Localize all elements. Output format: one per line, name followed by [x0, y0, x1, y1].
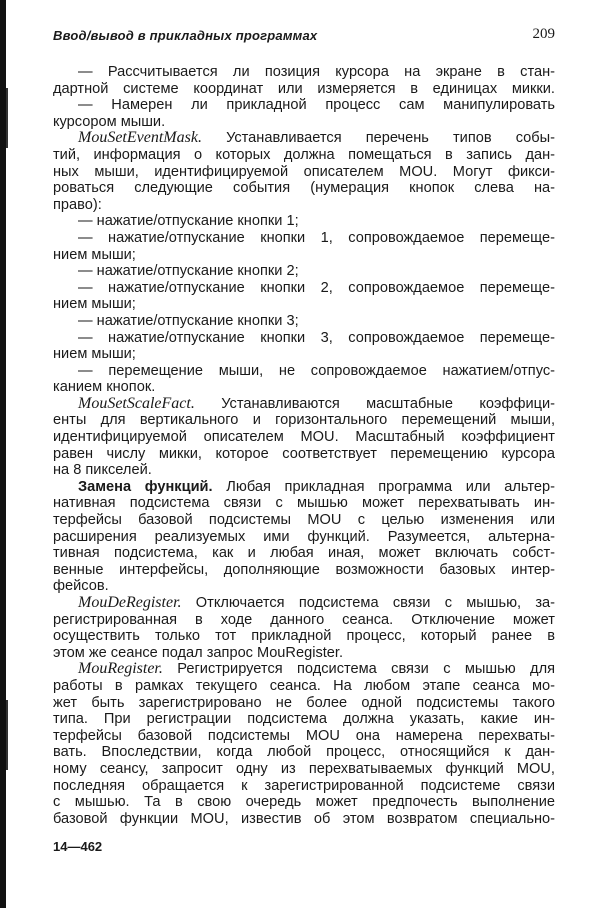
text-line: [53, 64, 555, 81]
text-line: [53, 794, 555, 811]
text-line: [53, 130, 555, 147]
text-segment: ных мыши, идентифицируемой описателем MOU. Могут фикси-: [53, 163, 555, 180]
text-line: [53, 562, 555, 579]
text-segment: — нажатие/отпускание кнопки 1, сопровождаемое перемеще-: [78, 229, 555, 246]
text-line: [53, 595, 555, 612]
text-line: [53, 379, 555, 396]
text-segment: терфейсы базовой подсистемы MOU с целью изменения или: [53, 512, 555, 529]
text-segment: канием кнопок.: [53, 379, 156, 396]
text-line: [53, 97, 555, 114]
text-line: [53, 164, 555, 181]
function-name: MouDeRegister.: [78, 594, 182, 611]
text-segment: дартной системе координат или измеряется в единицах микки.: [53, 80, 555, 97]
text-segment: нативная подсистема связи с мышью может перехватывать ин-: [53, 495, 555, 512]
text-line: [53, 811, 555, 828]
text-segment: енты для вертикального и горизонтального перемещений мыши,: [53, 412, 555, 429]
text-segment: равен числу микки, которое соответствует перемещению курсора: [53, 445, 555, 462]
text-segment: нием мыши;: [53, 346, 136, 363]
text-segment: терфейсы базовой подсистемы MOU она намерена перехваты-: [53, 727, 555, 744]
text-segment: этом же сеансе подал запрос MouRegister.: [53, 644, 344, 661]
text-line: [53, 412, 555, 429]
text-line: [53, 495, 555, 512]
text-line: [53, 661, 555, 678]
text-line: [53, 645, 555, 662]
text-line: [53, 263, 555, 280]
text-segment: — Рассчитывается ли позиция курсора на экране в стан-: [78, 64, 555, 80]
text-line: [53, 778, 555, 795]
text-segment: — нажатие/отпускание кнопки 2, сопровождаемое перемеще-: [78, 279, 555, 296]
text-line: [53, 230, 555, 247]
section-heading: Замена функций.: [78, 478, 213, 495]
text-segment: работы в рамках текущего сеанса. На любом этапе сеанса мо-: [53, 677, 555, 694]
text-segment: идентифицируемой описателем MOU. Масштабный коэффициент: [53, 429, 555, 446]
text-segment: — перемещение мыши, не сопровождаемое нажатием/отпус-: [78, 362, 555, 379]
text-line: [53, 147, 555, 164]
text-line: [53, 578, 555, 595]
text-segment: расширения реализуемых ими функций. Разумеется, альтерна-: [53, 528, 555, 545]
text-line: [53, 213, 555, 230]
text-segment: — Намерен ли прикладной процесс сам манипулировать: [78, 97, 555, 114]
text-line: [53, 180, 555, 197]
text-segment: регистрированная в ходе данного сеанса. Отключение может: [53, 611, 555, 628]
text-segment: последняя обращается к зарегистрированной подсистеме связи: [53, 777, 555, 794]
text-line: [53, 197, 555, 214]
text-segment: жет быть зарегистрировано не более одной подсистемы такого: [53, 694, 555, 711]
text-line: [53, 512, 555, 529]
text-segment: типа. При регистрации подсистема должна указать, какие ин-: [53, 711, 555, 728]
text-segment: курсором мыши.: [53, 113, 166, 130]
text-segment: роваться следующие события (нумерация кнопок слева на-: [53, 180, 555, 197]
text-segment: венные интерфейсы, дополняющие возможности базовых интер-: [53, 561, 555, 578]
text-line: [53, 429, 555, 446]
text-segment: вать. Впоследствии, когда любой процесс, относящийся к дан-: [53, 744, 555, 761]
text-segment: тий, информация о которых должна помещаться в запись дан-: [53, 146, 555, 163]
text-line: [53, 114, 555, 131]
text-segment: фейсов.: [53, 578, 109, 595]
text-line: [53, 695, 555, 712]
text-segment: — нажатие/отпускание кнопки 3, сопровождаемое перемеще-: [78, 329, 555, 346]
text-line: [53, 462, 555, 479]
text-line: [53, 545, 555, 562]
text-line: [53, 678, 555, 695]
text-segment: ному сеансу, запросит одну из перехватываемых функций MOU,: [53, 760, 555, 777]
text-segment: — нажатие/отпускание кнопки 2;: [78, 263, 299, 280]
text-line: [53, 711, 555, 728]
text-line: [53, 330, 555, 347]
text-line: [53, 744, 555, 761]
text-segment: Устанавливается перечень типов собы-: [201, 130, 555, 147]
text-segment: право):: [53, 196, 102, 213]
text-line: [53, 479, 555, 496]
function-name: MouRegister.: [78, 660, 163, 678]
text-segment: с мышью. Та в свою очередь может предпочесть выполнение: [53, 794, 555, 811]
function-name: MouSetScaleFact.: [78, 394, 195, 412]
page-number: 209: [532, 26, 555, 42]
text-line: [53, 247, 555, 264]
text-line: [53, 363, 555, 380]
text-segment: Отключается подсистема связи с мышью, за-: [181, 595, 555, 611]
text-line: [53, 81, 555, 98]
text-line: [53, 396, 555, 413]
text-line: [53, 529, 555, 546]
body-text: [53, 64, 555, 827]
text-segment: — нажатие/отпускание кнопки 1;: [78, 213, 299, 230]
text-segment: — нажатие/отпускание кнопки 3;: [78, 312, 299, 329]
text-line: [53, 313, 555, 330]
text-segment: Регистрируется подсистема связи с мышью для: [162, 661, 555, 678]
page-header: [53, 28, 555, 48]
text-line: [53, 728, 555, 745]
text-segment: тивная подсистема, как и любая иная, может включать собст-: [53, 545, 555, 562]
scan-artifact: [6, 700, 8, 770]
text-segment: нием мыши;: [53, 296, 136, 313]
text-segment: базовой функции MOU, известив об этом возвратом специально-: [53, 810, 555, 827]
text-segment: на 8 пикселей.: [53, 462, 152, 479]
text-line: [53, 280, 555, 297]
text-line: [53, 296, 555, 313]
text-segment: Устанавливаются масштабные коэффици-: [194, 395, 555, 412]
text-segment: нием мыши;: [53, 246, 136, 263]
text-line: [53, 446, 555, 463]
text-segment: Любая прикладная программа или альтер-: [212, 478, 555, 495]
scan-artifact: [6, 88, 8, 148]
text-line: [53, 761, 555, 778]
text-segment: осуществить только тот прикладной процесс, который ранее в: [53, 628, 555, 645]
text-line: [53, 346, 555, 363]
running-title: Ввод/вывод в прикладных программах: [53, 28, 318, 43]
text-line: [53, 612, 555, 629]
text-line: [53, 628, 555, 645]
printer-signature: 14—462: [53, 839, 103, 854]
function-name: MouSetEventMask.: [78, 129, 202, 147]
